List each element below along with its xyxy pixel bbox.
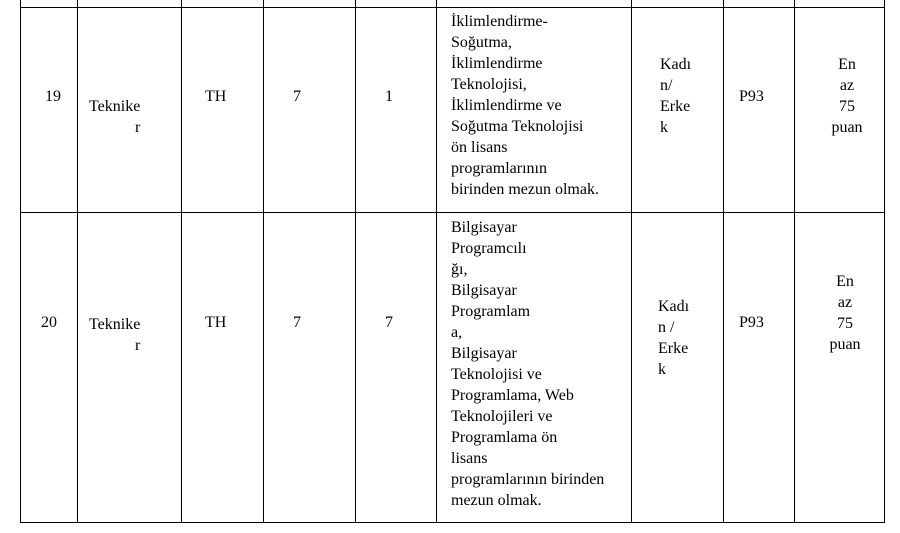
- requirement-text: Bilgisayar Programcılı ğı, Bilgisayar Programlam a, Bilgisayar Teknolojisi ve Programlama, Web Teknolojileri ve Programlama ön lisans programlarının birinden mezun olmak.: [451, 219, 605, 509]
- min-score-cell: [795, 8, 885, 213]
- title-cell: [78, 213, 182, 523]
- gender-text: Kadı n/ Erke k: [660, 56, 692, 136]
- score-type-cell: [724, 8, 795, 213]
- score-type: P93: [739, 314, 764, 331]
- code-cell: [182, 213, 264, 523]
- row-number: 20: [41, 314, 57, 331]
- min-score-text: En az 75 puan: [831, 56, 863, 136]
- position-title: Teknike r: [89, 98, 141, 136]
- table-row: [21, 213, 885, 523]
- requirement-text: İklimlendirme- Soğutma, İklimlendirme Teknolojisi, İklimlendirme ve Soğutma Teknolojisi ön lisans programlarının birinden mezun olmak.: [451, 13, 599, 198]
- row-number: 19: [45, 88, 61, 105]
- min-score-text: En az 75 puan: [829, 273, 861, 353]
- requirement-cell: [437, 8, 632, 213]
- grade-value: 7: [293, 88, 301, 105]
- position-code: TH: [205, 88, 227, 105]
- score-type: P93: [739, 88, 764, 105]
- row-number-cell: [21, 213, 78, 523]
- count-cell: [356, 8, 437, 213]
- table-row: [21, 8, 885, 213]
- code-cell: [182, 8, 264, 213]
- gender-cell: [632, 213, 724, 523]
- count-value: 7: [385, 314, 393, 331]
- position-title: Teknike r: [89, 316, 141, 354]
- grade-cell: [264, 8, 356, 213]
- grade-value: 7: [293, 314, 301, 331]
- title-cell: [78, 8, 182, 213]
- previous-row-stub: [21, 0, 885, 8]
- min-score-cell: [795, 213, 885, 523]
- row-number-cell: [21, 8, 78, 213]
- requirement-cell: [437, 213, 632, 523]
- gender-text: Kadı n / Erke k: [658, 298, 690, 378]
- count-cell: [356, 213, 437, 523]
- positions-table: [20, 0, 885, 523]
- position-code: TH: [205, 314, 227, 331]
- gender-cell: [632, 8, 724, 213]
- count-value: 1: [385, 88, 393, 105]
- grade-cell: [264, 213, 356, 523]
- score-type-cell: [724, 213, 795, 523]
